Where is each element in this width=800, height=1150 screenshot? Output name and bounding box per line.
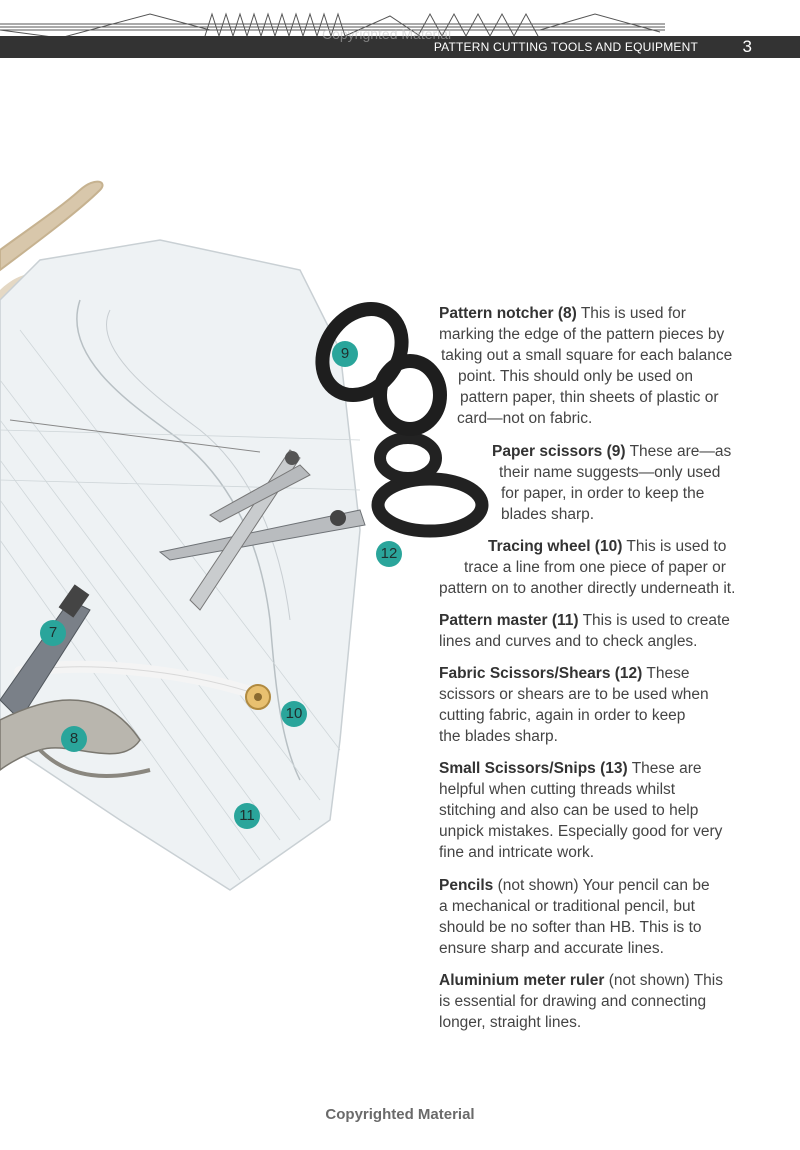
- term: Pattern master (11): [439, 612, 579, 629]
- entry-text: scissors or shears are to be used when: [439, 686, 709, 703]
- marker-7: 7: [40, 620, 66, 646]
- entry-text: the blades sharp.: [439, 728, 558, 745]
- entry-text: point. This should only be used on: [458, 368, 693, 385]
- entry-text: marking the edge of the pattern pieces by: [439, 326, 725, 343]
- entry-pencils: [439, 875, 710, 959]
- term: Fabric Scissors/Shears (12): [439, 665, 643, 682]
- entry-text: a mechanical or traditional pencil, but: [439, 898, 695, 915]
- footer-watermark: Copyrighted Material: [325, 1106, 475, 1123]
- term: Paper scissors (9): [492, 443, 626, 460]
- entry-text: unpick mistakes. Especially good for very: [439, 823, 723, 840]
- marker-9: 9: [332, 341, 358, 367]
- page-number: 3: [742, 37, 752, 56]
- marker-10: 10: [281, 701, 307, 727]
- marker-12: 12: [376, 541, 402, 567]
- pattern-master-image: [0, 240, 360, 890]
- entry-text: should be no softer than HB. This is to: [439, 919, 702, 936]
- entry-text: This is used to: [626, 538, 727, 555]
- page-header: [0, 0, 800, 60]
- entry-text: (not shown) This: [608, 972, 723, 989]
- entry-text: for paper, in order to keep the: [501, 485, 705, 502]
- entry-text: card—not on fabric.: [457, 410, 593, 427]
- entry-tracing-wheel: [439, 536, 735, 599]
- entry-meter-ruler: [439, 970, 723, 1033]
- entry-text: taking out a small square for each balance: [441, 347, 733, 364]
- watermark-top: Copyrighted Material: [322, 26, 452, 42]
- tools-illustration: [0, 180, 500, 900]
- entry-text: trace a line from one piece of paper or: [464, 559, 726, 576]
- entry-text: pattern paper, thin sheets of plastic or: [460, 389, 719, 406]
- entry-paper-scissors: [492, 441, 731, 525]
- entry-pattern-master: [439, 610, 730, 652]
- term: Small Scissors/Snips (13): [439, 760, 628, 777]
- entry-text: This is used to create: [582, 612, 730, 629]
- entry-text: their name suggests—only used: [499, 464, 721, 481]
- marker-11: 11: [234, 803, 260, 829]
- entry-text: lines and curves and to check angles.: [439, 633, 698, 650]
- entry-text: These are: [631, 760, 702, 777]
- entry-small-scissors: [439, 758, 722, 863]
- entry-text: ensure sharp and accurate lines.: [439, 940, 664, 957]
- entry-text: These are—as: [629, 443, 732, 460]
- entry-text: longer, straight lines.: [439, 1014, 582, 1031]
- entry-text: helpful when cutting threads whilst: [439, 781, 676, 798]
- marker-8: 8: [61, 726, 87, 752]
- term: Aluminium meter ruler: [439, 972, 605, 989]
- entry-text: This is used for: [580, 305, 686, 322]
- entry-pattern-notcher: [439, 303, 732, 429]
- entry-text: blades sharp.: [501, 506, 595, 523]
- entry-text: These: [646, 665, 690, 682]
- entry-text: pattern on to another directly underneath it.: [439, 580, 736, 597]
- entry-text: stitching and also can be used to help: [439, 802, 699, 819]
- entry-text: is essential for drawing and connecting: [439, 993, 707, 1010]
- entry-text: fine and intricate work.: [439, 844, 595, 861]
- term: Tracing wheel (10): [488, 538, 623, 555]
- entry-fabric-shears: [439, 663, 709, 747]
- term: Pencils: [439, 877, 494, 894]
- entry-text: cutting fabric, again in order to keep: [439, 707, 686, 724]
- term: Pattern notcher (8): [439, 305, 577, 322]
- entry-text: (not shown) Your pencil can be: [497, 877, 710, 894]
- section-title: PATTERN CUTTING TOOLS AND EQUIPMENT: [433, 40, 698, 54]
